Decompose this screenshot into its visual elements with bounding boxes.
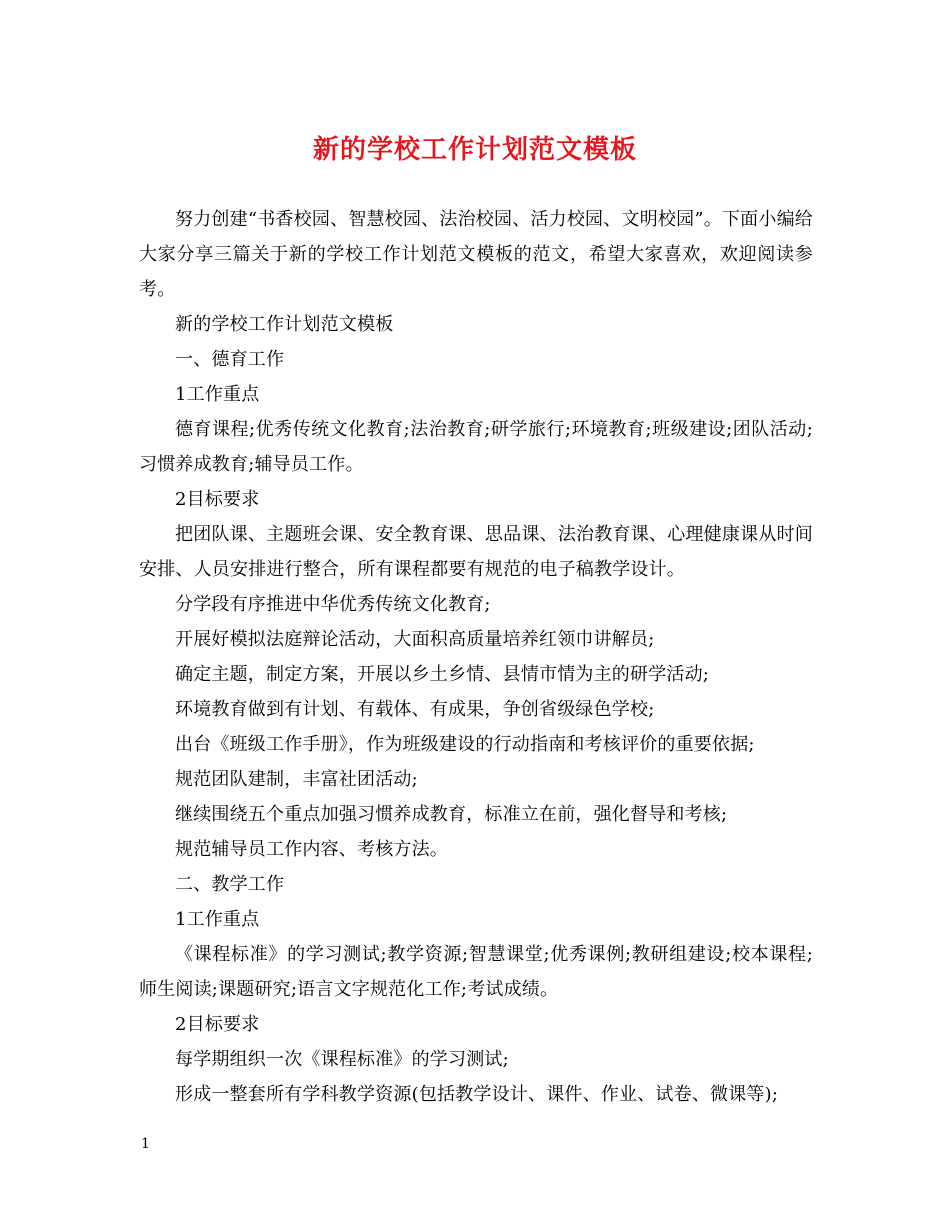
paragraph: 继续围绕五个重点加强习惯养成教育，标准立在前，强化督导和考核; (175, 804, 728, 825)
paragraph: 规范团队建制，丰富社团活动; (175, 769, 418, 790)
paragraph: 德育课程;优秀传统文化教育;法治教育;研学旅行;环境教育;班级建设;团队活动;习惯养成教育;辅导员工作。 (139, 419, 813, 475)
subheading-work-focus: 1工作重点 (175, 384, 260, 405)
paragraph: 开展好模拟法庭辩论活动，大面积高质量培养红领巾讲解员; (175, 629, 655, 650)
paragraph: 把团队课、主题班会课、安全教育课、思品课、法治教育课、心理健康课从时间安排、人员安排进行整合，所有课程都要有规范的电子稿教学设计。 (139, 524, 813, 580)
subheading-work-focus: 1工作重点 (175, 909, 260, 930)
paragraph: 《课程标准》的学习测试;教学资源;智慧课堂;优秀课例;教研组建设;校本课程;师生阅读;课题研究;语言文字规范化工作;考试成绩。 (139, 944, 813, 1000)
paragraph: 形成一整套所有学科教学资源(包括教学设计、课件、作业、试卷、微课等); (175, 1084, 779, 1105)
paragraph: 出台《班级工作手册》，作为班级建设的行动指南和考核评价的重要依据; (175, 734, 755, 755)
paragraph-subtitle: 新的学校工作计划范文模板 (175, 314, 394, 335)
paragraph-intro: 努力创建“书香校园、智慧校园、法治校园、活力校园、文明校园”。下面小编给大家分享三篇关于新的学校工作计划范文模板的范文，希望大家喜欢，欢迎阅读参考。 (139, 209, 813, 300)
section-heading-moral-education: 一、德育工作 (175, 349, 285, 370)
paragraph: 每学期组织一次《课程标准》的学习测试; (175, 1049, 509, 1070)
page-number: 1 (141, 1136, 150, 1152)
subheading-goals: 2目标要求 (175, 489, 260, 510)
section-heading-teaching: 二、教学工作 (175, 874, 285, 895)
document-body (139, 202, 813, 1112)
document-title: 新的学校工作计划范文模板 (312, 135, 637, 165)
paragraph: 规范辅导员工作内容、考核方法。 (175, 839, 448, 860)
subheading-goals: 2目标要求 (175, 1014, 260, 1035)
paragraph: 环境教育做到有计划、有载体、有成果，争创省级绿色学校; (175, 699, 655, 720)
paragraph: 确定主题，制定方案，开展以乡土乡情、县情市情为主的研学活动; (175, 664, 710, 685)
paragraph: 分学段有序推进中华优秀传统文化教育; (175, 594, 491, 615)
